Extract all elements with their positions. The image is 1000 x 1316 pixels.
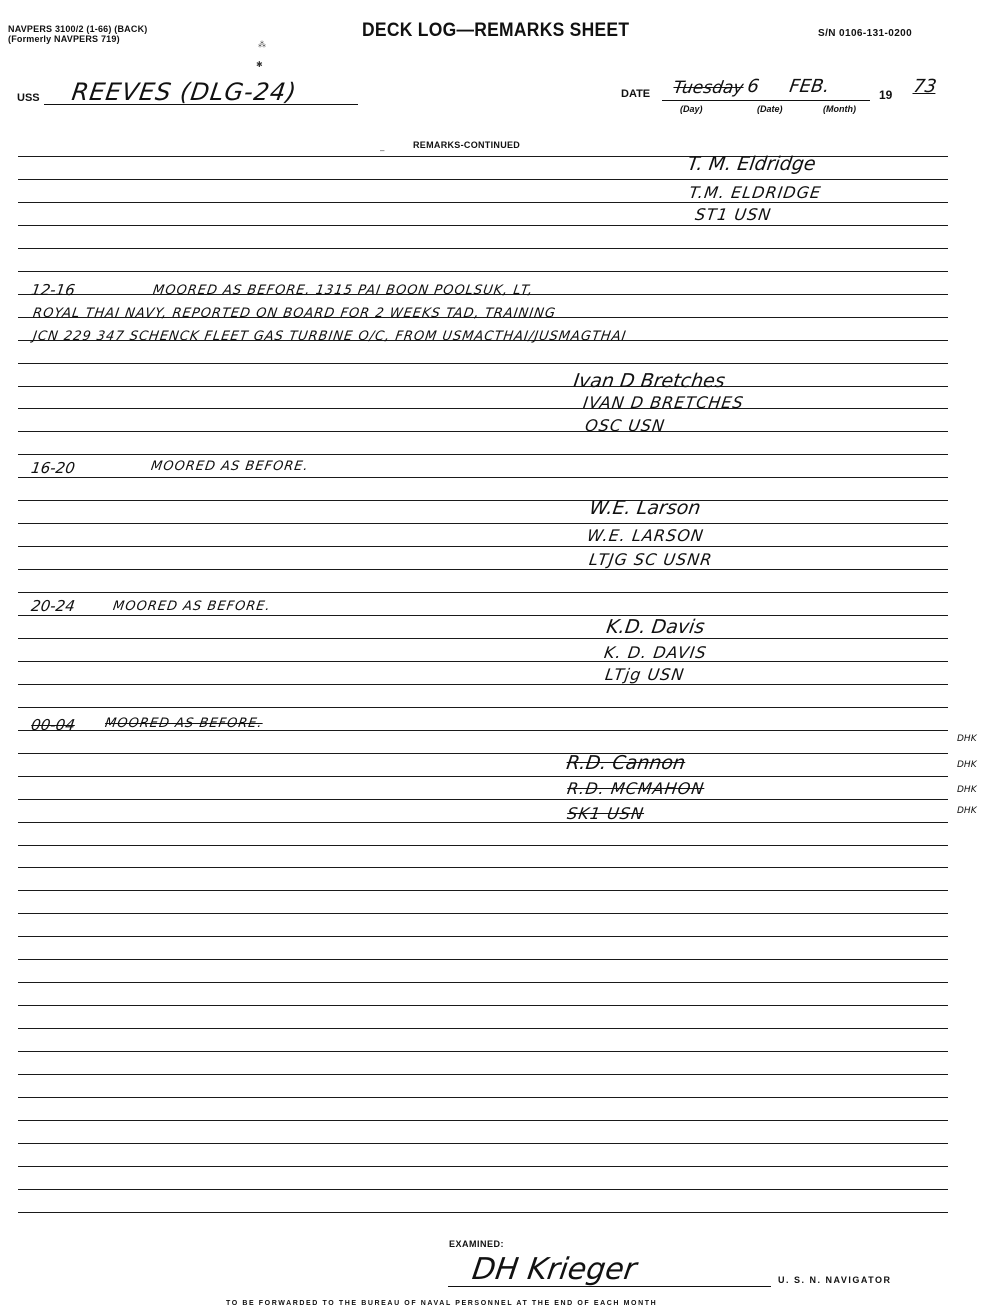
- date-label: DATE: [621, 88, 651, 100]
- ruled-line: [18, 569, 948, 570]
- watch-20-24: 20-24: [30, 597, 77, 615]
- margin-initials: DHK: [957, 734, 977, 744]
- section-heading: REMARKS-CONTINUED: [413, 140, 521, 150]
- date-day: Tuesday: [672, 78, 745, 98]
- remark-line: JCN 229 347 SCHENCK FLEET GAS TURBINE O/C, FROM USMACTHAI/JUSMAGTHAI: [32, 329, 628, 344]
- ruled-line: [18, 1120, 948, 1121]
- ruled-line: [18, 776, 948, 777]
- ruled-line: [18, 592, 948, 593]
- date-sub-date: (Date): [757, 104, 783, 114]
- ruled-line: [18, 386, 948, 387]
- date-underline: [662, 100, 870, 101]
- ruled-line: [18, 248, 948, 249]
- ruled-line: [18, 454, 948, 455]
- navigator-title: U. S. N. NAVIGATOR: [778, 1275, 892, 1285]
- ruled-line: [18, 982, 948, 983]
- examined-underline: [448, 1286, 771, 1287]
- ruled-line: [18, 179, 948, 180]
- watch-16-20: 16-20: [30, 459, 77, 477]
- remark-line: ROYAL THAI NAVY, REPORTED ON BOARD FOR 2 WEEKS TAD, TRAINING: [32, 306, 557, 321]
- ship-name: REEVES (DLG-24): [70, 78, 299, 106]
- signature-eldridge: T. M. Eldridge: [686, 153, 818, 175]
- watch-00-04: 00-04: [30, 716, 77, 734]
- printed-name-larson: W.E. LARSON: [586, 526, 706, 545]
- forwarding-note: TO BE FORWARDED TO THE BUREAU OF NAVAL PERSONNEL AT THE END OF EACH MONTH: [226, 1300, 658, 1307]
- ruled-line: [18, 753, 948, 754]
- ruled-line: [18, 684, 948, 685]
- ruled-line: [18, 867, 948, 868]
- ruled-line: [18, 1212, 948, 1213]
- ruled-line: [18, 913, 948, 914]
- ruled-line: [18, 936, 948, 937]
- ruled-line: [18, 638, 948, 639]
- ruled-line: [18, 523, 948, 524]
- ruled-line: [18, 546, 948, 547]
- navigator-signature: DH Krieger: [470, 1252, 639, 1287]
- ruled-line: [18, 1097, 948, 1098]
- rank-struck: SK1 USN: [566, 804, 646, 823]
- year-prefix: 19: [879, 88, 893, 102]
- signature-davis: K.D. Davis: [605, 616, 706, 638]
- ruled-line: [18, 202, 948, 203]
- printed-name-davis: K. D. DAVIS: [603, 643, 709, 662]
- ruled-line: [18, 1005, 948, 1006]
- page-title: DECK LOG—REMARKS SHEET: [362, 20, 630, 41]
- signature-struck: R.D. Cannon: [565, 752, 687, 774]
- ruled-line: [18, 615, 948, 616]
- ruled-line: [18, 363, 948, 364]
- form-number: [8, 24, 147, 44]
- signature-bretches: Ivan D Bretches: [572, 370, 727, 392]
- margin-initials: DHK: [957, 806, 977, 816]
- printed-name-bretches: IVAN D BRETCHES: [582, 393, 746, 412]
- remark-line: MOORED AS BEFORE. 1315 PAI BOON POOLSUK, LT,: [152, 283, 535, 298]
- date-sub-month: (Month): [823, 104, 856, 114]
- ruled-line: [18, 477, 948, 478]
- ruled-line: [18, 1166, 948, 1167]
- ruled-line: [18, 1143, 948, 1144]
- ruled-line: [18, 890, 948, 891]
- scan-speck: ⁂: [258, 40, 266, 49]
- scan-speck: ✱: [256, 60, 263, 69]
- ruled-line: [18, 225, 948, 226]
- rank-bretches: OSC USN: [584, 416, 667, 435]
- date-sub-day: (Day): [680, 104, 703, 114]
- remark-line: MOORED AS BEFORE.: [150, 459, 310, 474]
- ruled-line: [18, 1074, 948, 1075]
- date-month: FEB.: [788, 76, 831, 97]
- ruled-line: [18, 408, 948, 409]
- form-number-line2: (Formerly NAVPERS 719): [8, 34, 120, 44]
- ruled-line: [18, 1189, 948, 1190]
- ruled-line: [18, 500, 948, 501]
- scan-speck: –: [380, 146, 385, 155]
- printed-name-eldridge: T.M. ELDRIDGE: [688, 183, 823, 202]
- date-date: 6: [746, 76, 761, 97]
- rank-larson: LTJG SC USNR: [588, 550, 714, 569]
- ruled-line: [18, 845, 948, 846]
- printed-name-struck: R.D. MCMAHON: [566, 779, 706, 798]
- uss-label: USS: [17, 92, 40, 104]
- examined-label: EXAMINED:: [449, 1239, 505, 1249]
- ruled-line: [18, 822, 948, 823]
- stock-number: S/N 0106-131-0200: [818, 28, 913, 39]
- remark-line-struck: MOORED AS BEFORE.: [104, 716, 264, 731]
- margin-initials: DHK: [957, 785, 977, 795]
- rank-eldridge: ST1 USN: [694, 205, 773, 224]
- ruled-line: [18, 661, 948, 662]
- margin-initials: DHK: [957, 760, 977, 770]
- form-number-line1: NAVPERS 3100/2 (1-66) (BACK): [8, 24, 148, 34]
- ruled-line: [18, 799, 948, 800]
- ruled-line: [18, 959, 948, 960]
- remark-line: MOORED AS BEFORE.: [112, 599, 272, 614]
- ruled-line: [18, 431, 948, 432]
- ruled-line: [18, 1028, 948, 1029]
- rank-davis: LTjg USN: [604, 665, 686, 684]
- watch-12-16: 12-16: [30, 281, 77, 299]
- ruled-line: [18, 271, 948, 272]
- ruled-line: [18, 707, 948, 708]
- signature-larson: W.E. Larson: [588, 497, 703, 519]
- year-suffix: 73: [912, 76, 938, 97]
- ruled-line: [18, 1051, 948, 1052]
